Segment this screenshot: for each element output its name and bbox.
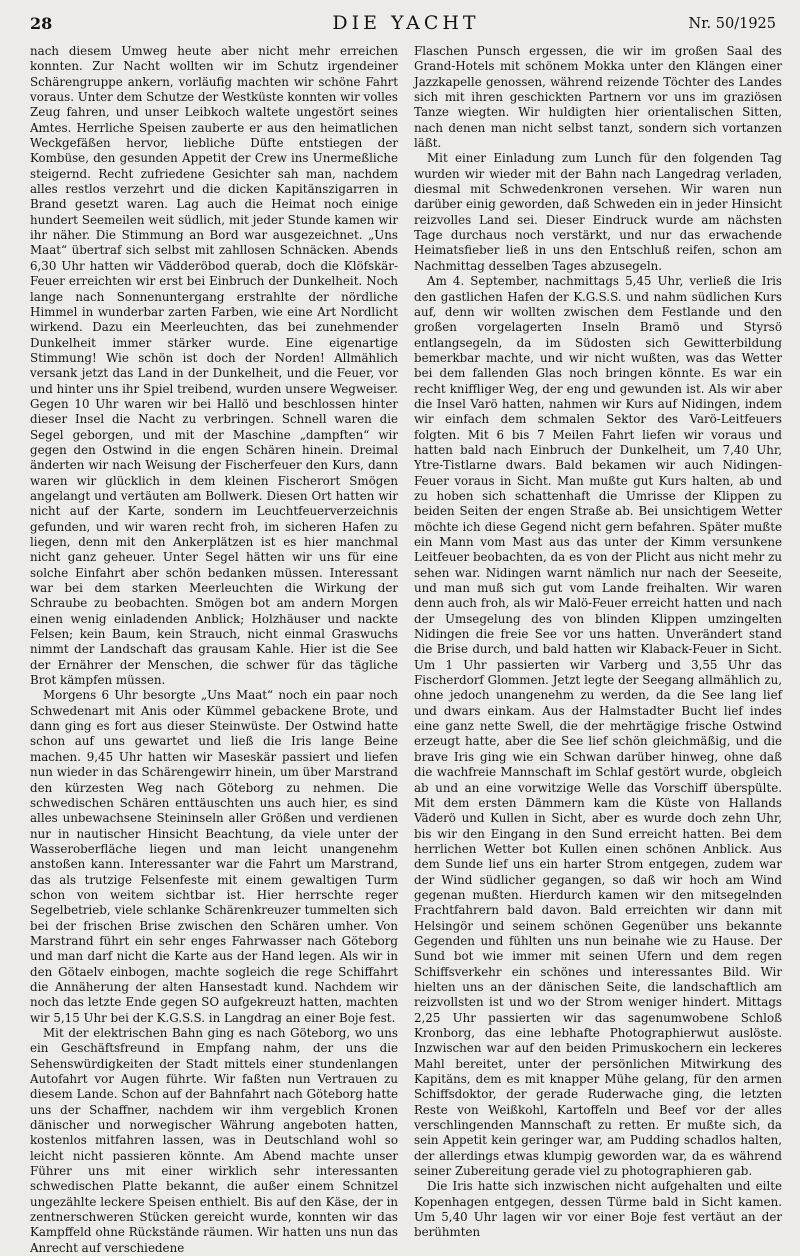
paragraph: Die Iris hatte sich inzwischen nicht aufgehalten und eilte Kopenhagen entgegen, dessen Türme bald in Sicht kamen. Um 5,40 Uhr lagen wir vor einer Boje fest vertäut an der berühmten: [414, 1179, 782, 1240]
issue-number: Nr. 50/1925: [688, 16, 776, 32]
page-header: [30, 10, 782, 44]
paragraph: Am 4. September, nachmittags 5,45 Uhr, verließ die Iris den gastlichen Hafen der K.G.S.S. und nahm südlichen Kurs auf, denn wir wollten zwischen dem Festlande und den großen vorgelagerten Inseln Bramö und Styrsö entlangsegeln, da im Südosten sich Gewitterbildung bemerkbar machte, und wir nicht wußten, was das Wetter bei dem fallenden Glas noch bringen könnte. Es war ein recht kniffliger Weg, der eng und gewunden ist. Als wir aber die Insel Varö hatten, nahmen wir Kurs auf Nidingen, indem wir einfach dem schmalen Sektor des Varö-Leitfeuers folgten. Mit 6 bis 7 Meilen Fahrt liefen wir voraus und hatten bald nach Einbruch der Dunkelheit, um 7,40 Uhr, Ytre-Tistlarne dwars. Bald bekamen wir auch Nidingen-Feuer voraus in Sicht. Man mußte gut Kurs halten, ab und zu hoben sich schattenhaft die Umrisse der Klippen zu beiden Seiten der engen Straße ab. Bei unsichtigem Wetter möchte ich diese Gegend nicht gern befahren. Später mußte ein Mann vom Mast aus das unter der Kimm versunkene Leitfeuer beobachten, da es von der Plicht aus nicht mehr zu sehen war. Nidingen warnt nämlich nur nach der Seeseite, und man muß sich gut vom Lande freihalten. Wir waren denn auch froh, als wir Malö-Feuer erreicht hatten und nach der Umsegelung des von blinden Klippen umzingelten Nidingen die freie See vor uns hatten. Unverändert stand die Brise durch, und bald hatten wir Klaback-Feuer in Sicht. Um 1 Uhr passierten wir Varberg und 3,55 Uhr das Fischerdorf Glommen. Jetzt legte der Seegang allmählich zu, ohne jedoch unangenehm zu werden, da die See lang lief und dwars einkam. Aus der Halmstadter Bucht lief indes eine ganz nette Swell, die der mehrtägige frische Ostwind erzeugt hatte, aber die See lief schön gleichmäßig, und die brave Iris ging wie ein Schwan darüber hinweg, ohne daß die wachfreie Mannschaft im Schlaf gestört wurde, obgleich ab und an eine vorwitzige Welle das Vorschiff überspülte. Mit dem ersten Dämmern kam die Küste von Hallands Väderö und Kullen in Sicht, aber es wurde doch zehn Uhr, bis wir den Eingang in den Sund erreicht hatten. Bei dem herrlichen Wetter bot Kullen einen schönen Anblick. Aus dem Sunde lief uns ein harter Strom entgegen, zudem war der Wind südlicher gegangen, so daß wir hoch am Wind gegenan mußten. Hierdurch kamen wir den mitsegelnden Frachtfahrern bald davon. Bald erreichten wir dann mit Helsingör und seinem schönen Gegenüber uns bekannte Gegenden und fühlten uns nun beinahe wie zu Hause. Der Sund bot wie immer mit seinen Ufern und dem regen Schiffsverkehr ein schönes und interessantes Bild. Wir hielten uns an der dänischen Seite, die landschaftlich am reizvollsten ist und wo der Strom weniger hindert. Mittags 2,25 Uhr passierten wir das sagenumwobene Schloß Kronborg, das eine lebhafte Photographierwut auslöste. Inzwischen war auf den beiden Primuskochern ein leckeres Mahl bereitet, unter der persönlichen Mitwirkung des Kapitäns, dem es mit knapper Mühe gelang, für den armen Schiffsdoktor, der gerade Ruderwache ging, die letzten Reste von Weißkohl, Kartoffeln und Beef vor der alles verschlingenden Mannschaft zu retten. Er mußte sich, da sein Appetit kein geringer war, am Pudding schadlos halten, der allerdings etwas klumpig geworden war, da es während seiner Zubereitung gerade viel zu photographieren gab.: [414, 274, 782, 1179]
magazine-title: DIE YACHT: [332, 12, 480, 34]
paragraph: Mit einer Einladung zum Lunch für den folgenden Tag wurden wir wieder mit der Bahn nach Langedrag verladen, diesmal mit Schwedenkronen versehen. Wir waren nun darüber einig geworden, daß Schweden ein in jeder Hinsicht reizvolles Land sei. Dieser Eindruck wurde am nächsten Tage durchaus noch verstärkt, und nur das erwachende Heimatsfieber ließ in uns den Entschluß reifen, schon am Nachmittag desselben Tages abzusegeln.: [414, 151, 782, 273]
paragraph: nach diesem Umweg heute aber nicht mehr erreichen konnten. Zur Nacht wollten wir im Schutz irgendeiner Schärengruppe ankern, vorläufig machten wir schöne Fahrt voraus. Unter dem Schutze der Westküste konnten wir volles Zeug fahren, und unser Leibkoch waltete ungestört seines Amtes. Herrliche Speisen zauberte er aus den heimatlichen Weckgefäßen hervor, liebliche Düfte entstiegen der Kombüse, den gesunden Appetit der Crew ins Unermeßliche steigernd. Recht zufriedene Gesichter sah man, nachdem alles restlos verzehrt und die dicken Kapitänszigarren in Brand gesetzt waren. Lag auch die Heimat noch einige hundert Seemeilen weit südlich, mit jeder Stunde kamen wir ihr näher. Die Stimmung an Bord war ausgezeichnet. „Uns Maat“ übertraf sich selbst mit zahllosen Schnäcken. Abends 6,30 Uhr hatten wir Vädderöbod querab, doch die Klöfskär-Feuer erreichten wir erst bei Einbruch der Dunkelheit. Noch lange nach Sonnenuntergang erstrahlte der nördliche Himmel in wunderbar zarten Farben, wie eine Art Nordlicht wirkend. Dazu ein Meerleuchten, das bei zunehmender Dunkelheit immer stärker wurde. Eine eigenartige Stimmung! Wie schön ist doch der Norden! Allmählich versank jetzt das Land in der Dunkelheit, und die Feuer, vor und hinter uns ihr Spiel treibend, wurden unsere Wegweiser. Gegen 10 Uhr waren wir bei Hallö und beschlossen hinter dieser Insel die Nacht zu verbringen. Schnell waren die Segel geborgen, und mit der Maschine „dampften“ wir gegen den Ostwind in die engen Schären hinein. Dreimal änderten wir nach Weisung der Fischerfeuer den Kurs, dann waren wir glücklich in dem kleinen Fischerort Smögen angelangt und vertäuten am Bollwerk. Diesen Ort hatten wir nicht auf der Karte, sondern im Leuchtfeuerverzeichnis gefunden, und wir waren recht froh, im sicheren Hafen zu liegen, denn mit den Ankerplätzen ist es hier manchmal nicht ganz geheuer. Unter Segel hätten wir uns für eine solche Einfahrt aber schön bedanken müssen. Interessant war bei dem starken Meerleuchten die Wirkung der Schraube zu beobachten. Smögen bot am andern Morgen einen wenig einladenden Anblick; Holzhäuser und nackte Felsen; kein Baum, kein Strauch, nicht einmal Graswuchs nimmt der Landschaft das grausam Kahle. Hier ist die See der Ernährer der Menschen, die schwer für das tägliche Brot kämpfen müssen.: [30, 44, 398, 688]
paragraph: Flaschen Punsch ergessen, die wir im großen Saal des Grand-Hotels mit schönem Mokka unter den Klängen einer Jazzkapelle genossen, während reizende Töchter des Landes sich mit ihren geschickten Partnern vor uns im graziösen Tanze wiegten. Wir huldigten hier orientalischen Sitten, nach denen man nicht selbst tanzt, sondern sich vortanzen läßt.: [414, 44, 782, 151]
paragraph: Morgens 6 Uhr besorgte „Uns Maat“ noch ein paar noch Schwedenart mit Anis oder Kümmel gebackene Brote, und dann ging es fort aus dieser Steinwüste. Der Ostwind hatte schon auf uns gewartet und ließ die Iris lange Beine machen. 9,45 Uhr hatten wir Maseskär passiert und liefen nun wieder in das Schärengewirr hinein, um über Marstrand den kürzesten Weg nach Göteborg zu nehmen. Die schwedischen Schären enttäuschten uns auch hier, es sind alles unbewachsene Steininseln aller Größen und verdienen nur in nautischer Hinsicht Beachtung, da viele unter der Wasseroberfläche liegen und man leicht unangenehm anstoßen kann. Interessanter war die Fahrt um Marstrand, das als trutzige Felsenfeste mit einem gewaltigen Turm schon von weitem sichtbar ist. Hier herrschte reger Segelbetrieb, viele schlanke Schärenkreuzer tummelten sich bei der frischen Brise zwischen den Schären umher. Von Marstrand führt ein sehr enges Fahrwasser nach Göteborg und man darf nicht die Karte aus der Hand legen. Als wir in den Götaelv einbogen, machte sogleich die rege Schiffahrt die Annäherung der alten Hansestadt kund. Nachdem wir noch das letzte Ende gegen SO aufgekreuzt hatten, machten wir 5,15 Uhr bei der K.G.S.S. in Langdrag an einer Boje fest.: [30, 688, 398, 1025]
paragraph: Mit der elektrischen Bahn ging es nach Göteborg, wo uns ein Geschäftsfreund in Empfang nahm, der uns die Sehenswürdigkeiten der Stadt mittels einer stundenlangen Autofahrt vor Augen führte. Wir faßten nun Vertrauen zu diesem Lande. Schon auf der Bahnfahrt nach Göteborg hatte uns der Schaffner, nachdem wir ihm vergeblich Kronen dänischer und norwegischer Währung angeboten hatten, kostenlos mitfahren lassen, was in Deutschland wohl so leicht nicht passieren könnte. Am Abend machte unser Führer uns mit einer wirklich sehr interessanten schwedischen Platte bekannt, die außer einem Schnitzel ungezählte leckere Speisen enthielt. Bis auf den Käse, der in zentnerschweren Stücken gereicht wurde, konnten wir das Kampffeld ohne Rückstände räumen. Wir hatten uns nun das Anrecht auf verschiedene: [30, 1026, 398, 1255]
right-column: [414, 44, 782, 1256]
left-column: [30, 44, 398, 1256]
article-body: [30, 44, 782, 1256]
page-number: 28: [30, 14, 53, 33]
